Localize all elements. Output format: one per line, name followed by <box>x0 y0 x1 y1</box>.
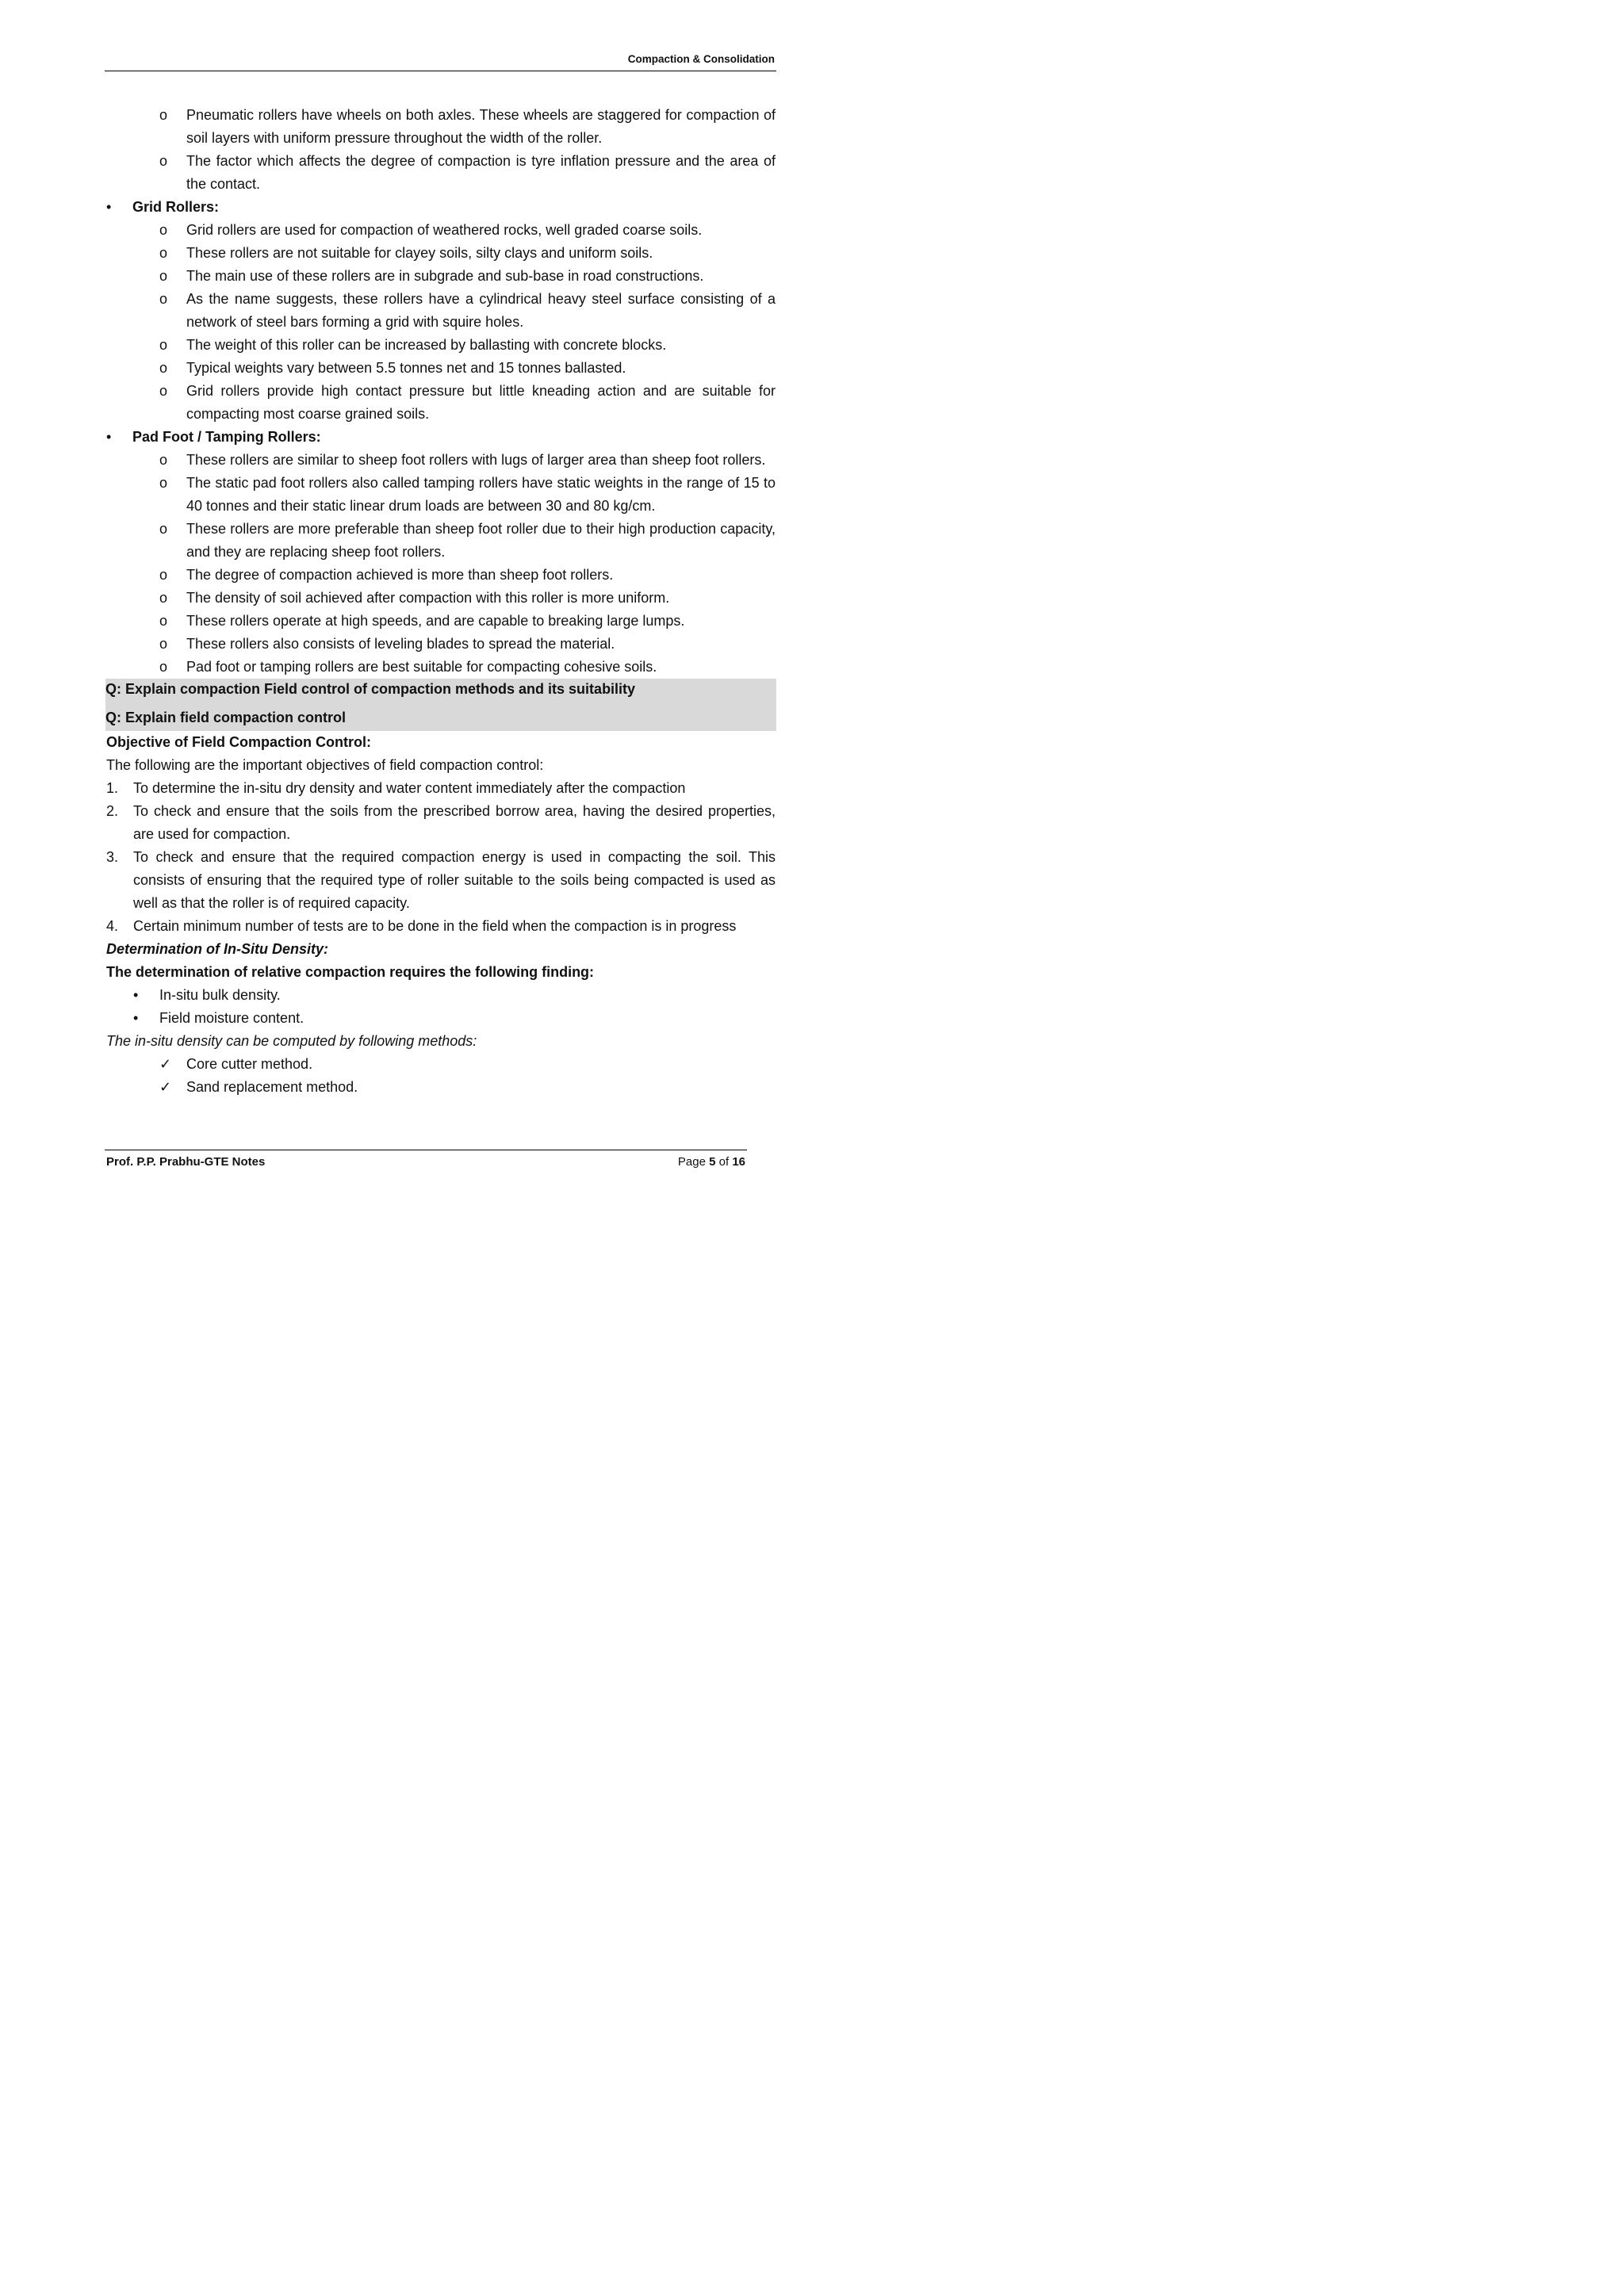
question-box: Q: Explain compaction Field control of compaction methods and its suitability <box>105 679 776 705</box>
page-total: 16 <box>732 1155 745 1169</box>
checkmark-icon: ✓ <box>159 1079 172 1095</box>
footer-author: Prof. P.P. Prabhu-GTE Notes <box>106 1155 266 1169</box>
list-item-text: These rollers also consists of leveling blades to spread the material. <box>186 636 615 652</box>
section-heading-text: Pad Foot / Tamping Rollers: <box>132 429 321 445</box>
item-number: 2. <box>106 803 119 819</box>
list-item-text: Pneumatic rollers have wheels on both axles. These wheels are staggered for compaction of soil layers with uniform pressure throughout the width of the roller. <box>186 107 776 146</box>
section-heading-text: Grid Rollers: <box>132 199 220 215</box>
list-item-text: The density of soil achieved after compaction with this roller is more uniform. <box>186 590 670 606</box>
list-item-text: The static pad foot rollers also called tamping rollers have static weights in the range of 15 to 40 tonnes and their static linear drum loads are between 30 and 80 kg/cm. <box>186 475 776 514</box>
circle-bullet-icon: o <box>159 613 168 629</box>
list-item-text: In-situ bulk density. <box>159 987 281 1003</box>
list-item <box>106 564 776 587</box>
list-item-text: These rollers are similar to sheep foot rollers with lugs of larger area than sheep foot rollers. <box>186 452 766 468</box>
list-item <box>106 633 776 656</box>
circle-bullet-icon: o <box>159 222 168 238</box>
list-item <box>106 150 776 196</box>
list-item <box>106 219 776 242</box>
page-of: of <box>715 1155 733 1169</box>
list-item <box>106 587 776 610</box>
list-item-text: The main use of these rollers are in subgrade and sub-base in road constructions. <box>186 268 704 284</box>
subheading-relative-compaction: The determination of relative compaction requires the following finding: <box>106 964 595 980</box>
list-item-text: Core cutter method. <box>186 1056 313 1072</box>
bullet-icon: • <box>106 199 112 215</box>
list-item-text: The degree of compaction achieved is more than sheep foot rollers. <box>186 567 614 583</box>
list-item-text: These rollers are more preferable than sheep foot roller due to their high production capacity, and they are replacing sheep foot rollers. <box>186 521 776 560</box>
list-item <box>106 1053 776 1076</box>
page-content <box>106 104 776 1099</box>
numbered-item <box>106 846 776 915</box>
circle-bullet-icon: o <box>159 590 168 606</box>
list-item <box>106 984 776 1007</box>
list-item <box>106 610 776 633</box>
list-item <box>106 334 776 357</box>
numbered-item-text: To check and ensure that the soils from the prescribed borrow area, having the desired properties, are used for compaction. <box>133 803 776 842</box>
list-item <box>106 242 776 265</box>
circle-bullet-icon: o <box>159 383 168 399</box>
page-number <box>678 1155 745 1169</box>
circle-bullet-icon: o <box>159 567 168 583</box>
list-item-text: Field moisture content. <box>159 1010 304 1026</box>
circle-bullet-icon: o <box>159 245 168 261</box>
list-item-text: Grid rollers provide high contact pressure but little kneading action and are suitable for compacting most coarse grained soils. <box>186 383 776 422</box>
list-item <box>106 472 776 518</box>
bullet-icon: • <box>133 987 139 1003</box>
paragraph-intro: The following are the important objectives of field compaction control: <box>106 757 544 773</box>
numbered-item <box>106 800 776 846</box>
document-page <box>0 0 872 1233</box>
numbered-item <box>106 777 776 800</box>
circle-bullet-icon: o <box>159 360 168 376</box>
circle-bullet-icon: o <box>159 636 168 652</box>
list-item <box>106 265 776 288</box>
item-number: 3. <box>106 849 119 865</box>
circle-bullet-icon: o <box>159 521 168 537</box>
methods-intro: The in-situ density can be computed by following methods: <box>106 1033 477 1049</box>
list-item-text: The weight of this roller can be increased by ballasting with concrete blocks. <box>186 337 667 353</box>
list-item-text: Grid rollers are used for compaction of weathered rocks, well graded coarse soils. <box>186 222 703 238</box>
list-item <box>106 518 776 564</box>
list-item <box>106 449 776 472</box>
numbered-item-text: To determine the in-situ dry density and water content immediately after the compaction <box>133 780 686 796</box>
list-item-text: Sand replacement method. <box>186 1079 358 1095</box>
bullet-icon: • <box>133 1010 139 1026</box>
numbered-item-text: Certain minimum number of tests are to be done in the field when the compaction is in progress <box>133 918 737 934</box>
list-item-text: These rollers operate at high speeds, and are capable to breaking large lumps. <box>186 613 685 629</box>
checkmark-icon: ✓ <box>159 1056 172 1072</box>
list-item <box>106 380 776 426</box>
bullet-icon: • <box>106 429 112 445</box>
list-item <box>106 1007 776 1030</box>
circle-bullet-icon: o <box>159 291 168 307</box>
header-title: Compaction & Consolidation <box>627 53 775 65</box>
list-item <box>106 656 776 679</box>
page-current: 5 <box>709 1155 716 1169</box>
section-heading-objective: Objective of Field Compaction Control: <box>106 734 372 750</box>
circle-bullet-icon: o <box>159 659 168 675</box>
numbered-item <box>106 915 776 938</box>
list-item <box>106 288 776 334</box>
circle-bullet-icon: o <box>159 475 168 491</box>
list-item <box>106 357 776 380</box>
circle-bullet-icon: o <box>159 337 168 353</box>
circle-bullet-icon: o <box>159 153 168 169</box>
circle-bullet-icon: o <box>159 107 168 123</box>
list-item-text: These rollers are not suitable for clayey soils, silty clays and uniform soils. <box>186 245 653 261</box>
list-item <box>106 104 776 150</box>
question-box: Q: Explain field compaction control <box>105 704 776 731</box>
item-number: 4. <box>106 918 119 934</box>
list-item-text: Typical weights vary between 5.5 tonnes net and 15 tonnes ballasted. <box>186 360 626 376</box>
list-item-text: The factor which affects the degree of compaction is tyre inflation pressure and the area of the contact. <box>186 153 776 192</box>
circle-bullet-icon: o <box>159 452 168 468</box>
circle-bullet-icon: o <box>159 268 168 284</box>
section-heading-insitu: Determination of In-Situ Density: <box>106 941 329 957</box>
item-number: 1. <box>106 780 119 796</box>
list-item-text: As the name suggests, these rollers have a cylindrical heavy steel surface consisting of a network of steel bars forming a grid with squire holes. <box>186 291 776 330</box>
section-heading-grid-rollers <box>106 196 776 219</box>
list-item-text: Pad foot or tamping rollers are best suitable for compacting cohesive soils. <box>186 659 657 675</box>
section-heading-pad-foot <box>106 426 776 449</box>
numbered-item-text: To check and ensure that the required compaction energy is used in compacting the soil. This consists of ensuring that the required type of roller suitable to the soils being compacted is used as well as that the roller is of required capacity. <box>133 849 776 911</box>
page-prefix: Page <box>677 1155 710 1169</box>
list-item <box>106 1076 776 1099</box>
